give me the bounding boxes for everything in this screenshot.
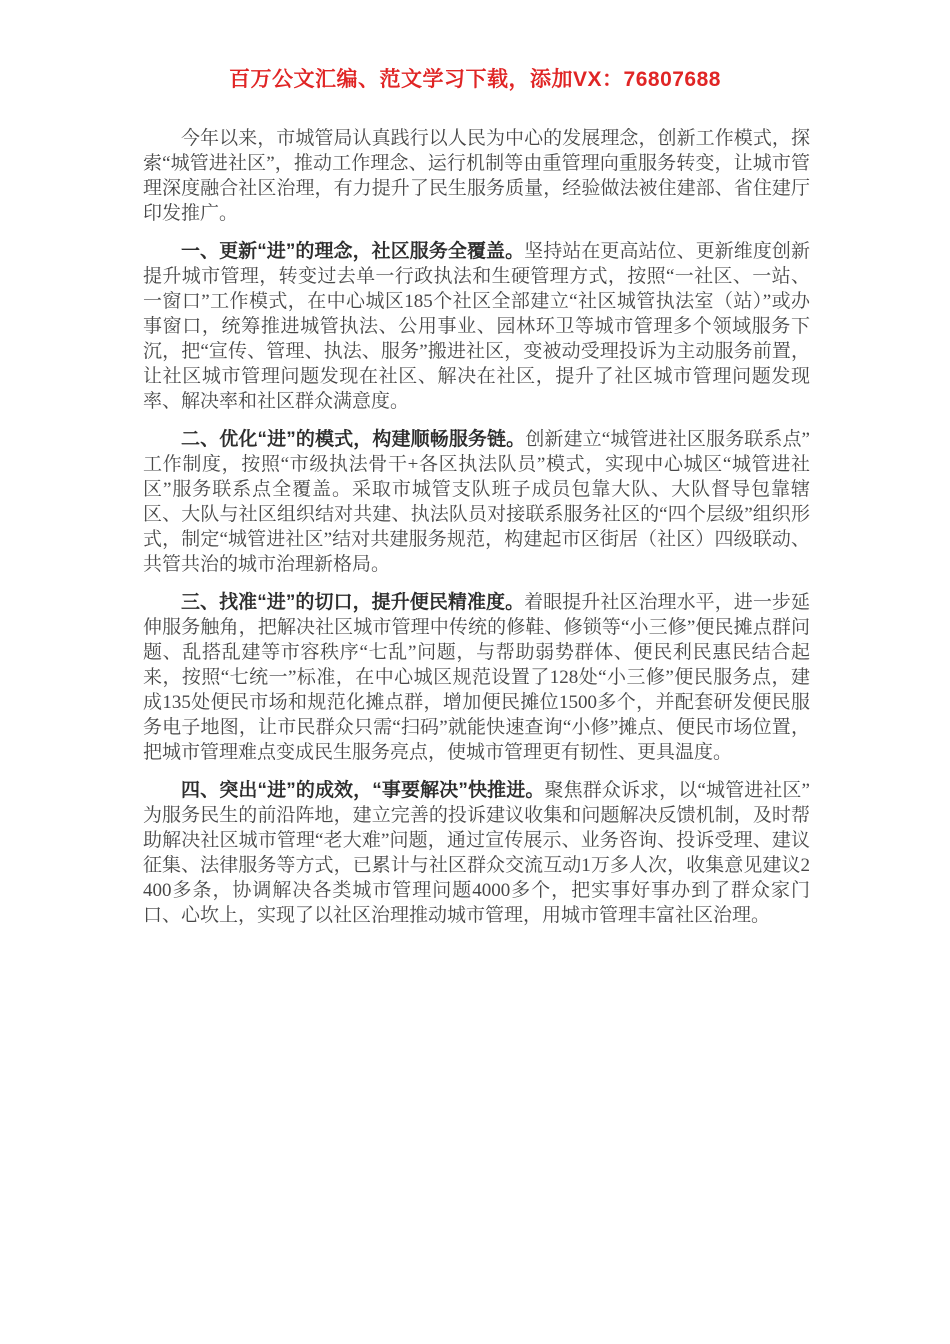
paragraph-text: 创新建立“城管进社区服务联系点”工作制度，按照“市级执法骨干+各区执法队员”模式，实现中心城区“城管进社区”服务联系点全覆盖。采取市城管支队班子成员包靠大队、大队督导包靠辖区、大队与社区组织结对共建、执法队员对接联系服务社区的“四个层级”组织形式，制定“城管进社区”结对共建服务规范，构建起市区街居（社区）四级联动、共管共治的城市治理新格局。 <box>143 429 810 575</box>
paragraph-section-1 <box>143 239 810 414</box>
document-body <box>143 126 810 928</box>
paragraph-text: 坚持站在更高站位、更新维度创新提升城市管理，转变过去单一行政执法和生硬管理方式，按照“一社区、一站、一窗口”工作模式，在中心城区185个社区全部建立“社区城管执法室（站）”或办事窗口，统筹推进城管执法、公用事业、园林环卫等城市管理多个领域服务下沉，把“宣传、管理、执法、服务”搬进社区，变被动受理投诉为主动服务前置，让社区城市管理问题发现在社区、解决在社区，提升了社区城市管理问题发现率、解决率和社区群众满意度。 <box>143 241 810 412</box>
paragraph-intro <box>143 126 810 226</box>
paragraph-section-3 <box>143 590 810 765</box>
paragraph-section-4 <box>143 778 810 928</box>
promo-header-text: 百万公文汇编、范文学习下载，添加VX：76807688 <box>229 68 721 91</box>
paragraph-lead: 二、优化“进”的模式，构建顺畅服务链。 <box>181 429 526 450</box>
paragraph-lead: 一、更新“进”的理念，社区服务全覆盖。 <box>181 241 525 262</box>
paragraph-lead: 四、突出“进”的成效，“事要解决”快推进。 <box>181 780 545 801</box>
paragraph-text: 着眼提升社区治理水平，进一步延伸服务触角，把解决社区城市管理中传统的修鞋、修锁等“小三修”便民摊点群问题、乱搭乱建等市容秩序“七乱”问题，与帮助弱势群体、便民利民惠民结合起来，按照“七统一”标准，在中心城区规范设置了128处“小三修”便民服务点，建成135处便民市场和规范化摊点群，增加便民摊位1500多个，并配套研发便民服务电子地图，让市民群众只需“扫码”就能快速查询“小修”摊点、便民市场位置，把城市管理难点变成民生服务亮点，使城市管理更有韧性、更具温度。 <box>143 592 810 763</box>
paragraph-text: 聚焦群众诉求，以“城管进社区”为服务民生的前沿阵地，建立完善的投诉建议收集和问题解决反馈机制，及时帮助解决社区城市管理“老大难”问题，通过宣传展示、业务咨询、投诉受理、建议征集、法律服务等方式，已累计与社区群众交流互动1万多人次，收集意见建议2400多条，协调解决各类城市管理问题4000多个，把实事好事办到了群众家门口、心坎上，实现了以社区治理推动城市管理，用城市管理丰富社区治理。 <box>143 780 810 926</box>
paragraph-lead: 三、找准“进”的切口，提升便民精准度。 <box>181 592 525 613</box>
paragraph-text: 今年以来，市城管局认真践行以人民为中心的发展理念，创新工作模式，探索“城管进社区”，推动工作理念、运行机制等由重管理向重服务转变，让城市管理深度融合社区治理，有力提升了民生服务质量，经验做法被住建部、省住建厅印发推广。 <box>143 128 810 224</box>
paragraph-section-2 <box>143 427 810 577</box>
